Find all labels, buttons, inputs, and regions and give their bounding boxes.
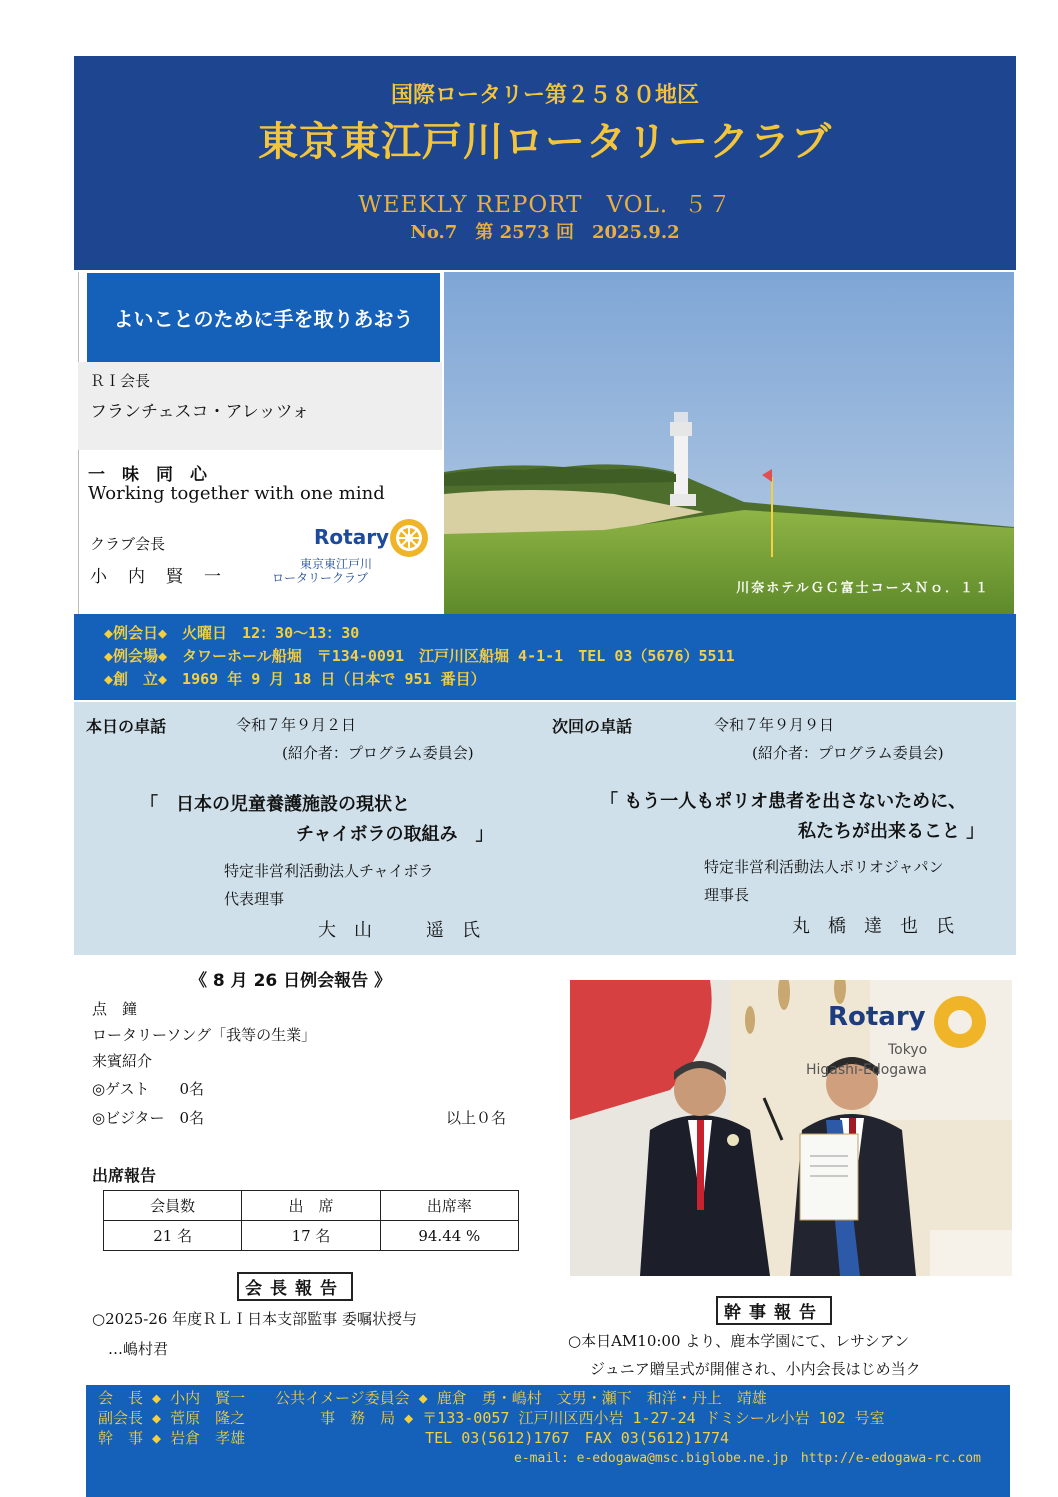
- founded-date: ◆創 立◆ 1969 年 9 月 18 日（日本で 951 番目）: [104, 670, 486, 688]
- rotary-wheel-icon: [388, 517, 430, 559]
- weekly-report-title: WEEKLY REPORT VOL．５７: [358, 192, 732, 218]
- report-song: ロータリーソング「我等の生業」: [92, 1026, 317, 1044]
- header-attended: 出 席: [242, 1191, 380, 1221]
- today-talk-title-2: チャイボラの取組み 」: [296, 824, 494, 845]
- photo-caption: 川奈ホテルＧＣ富士コースＮｏ．１１: [736, 581, 990, 596]
- next-talk-role: 理事長: [704, 886, 750, 904]
- footer-contact-email[interactable]: e-mail: e-edogawa@msc.biglobe.ne.jp http://e-edogawa-rc.com: [514, 1451, 981, 1466]
- meeting-info-band: [74, 614, 1016, 700]
- footer-line2: 副会長 ◆ 菅原 隆之 事 務 局 ◆ 〒133-0057 江戸川区西小岩 1-27-24 ドミシール小岩 102 号室: [98, 1409, 885, 1427]
- award-ceremony-photo: [570, 980, 1012, 1276]
- next-talk-speaker: 丸 橋 達 也 氏: [792, 916, 954, 937]
- club-theme-en: Working together with one mind: [88, 483, 385, 504]
- logo-line2: ロータリークラブ: [272, 571, 369, 585]
- next-talk-intro: (紹介者：プログラム委員会): [752, 744, 944, 762]
- president-report-line1: ○2025-26 年度ＲＬＩ日本支部監事 委嘱状授与: [92, 1310, 417, 1328]
- logo-rotary-text: Rotary: [314, 525, 390, 549]
- photo-banner-1: Tokyo: [888, 1042, 928, 1058]
- club-theme-jp: 一 味 同 心: [88, 465, 207, 485]
- report-visitor: ◎ビジター 0名: [92, 1109, 205, 1127]
- club-president-label: クラブ会長: [90, 535, 166, 553]
- secretary-report-line2: ジュニア贈呈式が開催され、小内会長はじめ当ク: [590, 1360, 921, 1378]
- photo-rotary-text: Rotary: [828, 1002, 926, 1032]
- attendance-table: [103, 1190, 519, 1251]
- secretary-report-line1: ○本日AM10:00 より、鹿本学園にて、レサシアン: [568, 1332, 910, 1350]
- footer-line1: 会 長 ◆ 小内 賢一 公共イメージ委員会 ◆ 鹿倉 勇・嶋村 文男・瀬下 和洋・丹上 靖雄: [98, 1389, 767, 1407]
- next-talk-title-1: 「 もう一人もポリオ患者を出さないために、: [600, 791, 967, 812]
- table-row: [104, 1191, 519, 1221]
- masthead: [74, 56, 1016, 270]
- president-report-heading: 会長報告: [237, 1272, 353, 1301]
- report-total: 以上０名: [446, 1109, 507, 1127]
- club-president-name: 小 内 賢 一: [90, 567, 223, 587]
- attendance-heading: 出席報告: [92, 1166, 157, 1185]
- district-title: 国際ロータリー第２５８０地区: [390, 83, 699, 108]
- club-logo: [270, 515, 435, 587]
- today-talk-title-1: 「 日本の児童養護施設の現状と: [140, 794, 410, 815]
- golf-course-photo: [444, 272, 1014, 614]
- meeting-venue: ◆例会場◆ タワーホール船堀 〒134-0091 江戸川区船堀 4-1-1 TEL 03（5676）5511: [104, 647, 735, 665]
- footer-line3: 幹 事 ◆ 岩倉 孝雄 TEL 03(5612)1767 FAX 03(5612)1774: [98, 1429, 730, 1447]
- photo-banner-2: Higashi-Edogawa: [806, 1062, 927, 1078]
- value-rate: 94.44 %: [380, 1221, 518, 1251]
- table-row: [104, 1221, 519, 1251]
- today-talk-date: 令和７年９月２日: [236, 716, 357, 734]
- ri-theme-box: よいことのために手を取りあおう: [87, 273, 440, 362]
- value-attended: 17 名: [242, 1221, 380, 1251]
- today-talk-intro: (紹介者：プログラム委員会): [282, 744, 474, 762]
- report-guest: ◎ゲスト 0名: [92, 1080, 205, 1098]
- today-talk-speaker: 大 山 遥 氏: [318, 920, 480, 941]
- next-talk-heading: 次回の卓話: [552, 717, 633, 736]
- next-talk-date: 令和７年９月９日: [714, 716, 835, 734]
- today-talk-role: 代表理事: [224, 890, 285, 908]
- president-report-line2: …嶋村君: [108, 1340, 169, 1358]
- report-guests-intro: 来賓紹介: [92, 1052, 153, 1070]
- ri-president-label: ＲＩ会長: [90, 372, 151, 390]
- header-rate: 出席率: [380, 1191, 518, 1221]
- logo-line1: 東京東江戸川: [300, 557, 373, 571]
- report-bell: 点 鐘: [92, 1000, 138, 1018]
- footer-contact: [86, 1385, 1010, 1497]
- next-talk-org: 特定非営利活動法人ポリオジャパン: [704, 858, 944, 876]
- secretary-report-heading: 幹事報告: [716, 1296, 832, 1325]
- club-name: 東京東江戸川ロータリークラブ: [258, 119, 832, 165]
- value-members: 21 名: [104, 1221, 242, 1251]
- ri-president-name: フランチェスコ・アレッツォ: [90, 402, 309, 422]
- today-talk-heading: 本日の卓話: [86, 717, 167, 736]
- meeting-day: ◆例会日◆ 火曜日 12：30～13：30: [104, 624, 360, 642]
- header-members: 会員数: [104, 1191, 242, 1221]
- next-talk-title-2: 私たちが出来ること 」: [798, 821, 985, 842]
- issue-number: No.7 第 2573 回 2025.9.2: [410, 222, 680, 243]
- meeting-report-heading: 《 8 月 26 日例会報告 》: [190, 971, 392, 991]
- today-talk-org: 特定非営利活動法人チャイボラ: [224, 862, 434, 880]
